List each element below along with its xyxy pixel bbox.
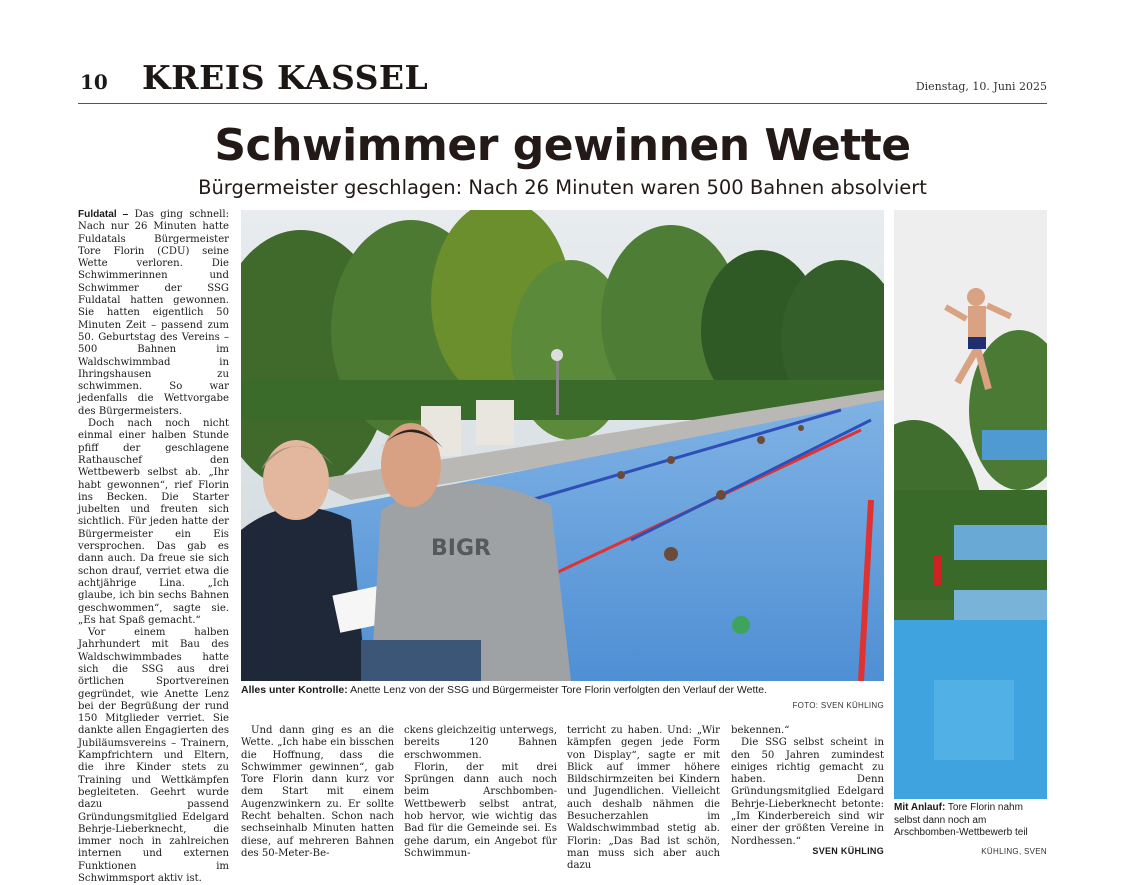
caption-lead: Mit Anlauf: — [894, 802, 946, 813]
issue-date: Dienstag, 10. Juni 2025 — [915, 80, 1047, 93]
main-photo-credit: FOTO: SVEN KÜHLING — [792, 701, 884, 710]
article-subheadline: Bürgermeister geschlagen: Nach 26 Minuten waren 500 Bahnen absolviert — [198, 176, 927, 199]
article-column-4 — [567, 725, 720, 873]
side-photo — [894, 210, 1047, 799]
header-rule — [78, 103, 1047, 104]
main-photo — [241, 210, 884, 681]
main-photo-caption: Alles unter Kontrolle: Anette Lenz von der SSG und Bürgermeister Tore Florin verfolgten den Verlauf der Wette. — [241, 684, 768, 696]
dateline: Fuldatal – — [78, 209, 129, 220]
article-column-3 — [404, 725, 557, 860]
paragraph: Fuldatal – Das ging schnell: Nach nur 26 Minuten hatte Fuldatals Bürgermeister Tore Florin (CDU) seine Wette verloren. Die Schwimmerinnen und Schwimmer der SSG Fuldatal hatten gewonnen. Sie hatten eigentlich 50 Minuten Zeit – passend zum 50. Geburtstag des Vereins – 500 Bahnen im Waldschwimmbad in Ihringshausen zu schwimmen. So war jedenfalls die Wettvorgabe des Bürgermeisters. — [78, 209, 229, 417]
caption-lead: Alles unter Kontrolle: — [241, 684, 348, 696]
paragraph: Vor einem halben Jahrhundert mit Bau des Waldschwimmbades hatte sich die SSG aus drei örtlichen Sportvereinen gegründet, wie Anette Lenz bei der Begrüßung der rund 150 Mitglieder verriet. Sie dankte allen Engagierten des Jubiläumsvereins – Trainern, Kampfrichtern und Eltern, die ihre Kinder stets zu Training und Wettkämpfen begleiteten. Geehrt wurde dazu passend Gründungsmitglied Edelgard Behrje-Lieberknecht, die immer noch in zahlreichen internen und externen Funktionen im Schwimmsport aktiv ist. — [78, 627, 229, 885]
page-number: 10 — [80, 70, 108, 94]
article-column-2 — [241, 725, 394, 860]
paragraph: bekennen.“ — [731, 725, 790, 736]
paragraph: Die SSG selbst scheint in den 50 Jahren zumindest einiges richtig gemacht zu haben. Denn Gründungsmitglied Edelgard Behrje-Lieberknecht betonte: „Im Kinderbereich sind wir einer der größten Vereine in Nordhessen.“ — [731, 737, 884, 847]
article-headline: Schwimmer gewinnen Wette — [214, 120, 911, 171]
paragraph: Doch nach noch nicht einmal einer halben Stunde pfiff der geschlagene Rathauschef den Wettbewerb selbst ab. „Ihr habt gewonnen“, rief Florin ins Becken. Die Starter jubelten und freuten sich sichtlich. Für jeden hatte der Bürgermeister ein Eis versprochen. Das gab es dann auch. Da freue sie sich schon drauf, verriet etwa die achtjährige Lina. „Ich glaube, ich bin sechs Bahnen geschwommen“, sagte sie. „Es hat Spaß gemacht.“ — [78, 418, 229, 626]
paragraph: Florin, der mit drei Sprüngen dann auch noch beim Arschbomben-Wettbewerb selbst antrat, hob hervor, wie wichtig das Bad für die Gemeinde sei. Es gehe darum, ein Angebot für Schwimmun- — [404, 761, 557, 859]
article-column-5 — [731, 725, 884, 848]
diving-scene-illustration — [894, 210, 1047, 799]
shirt-print: BIGR — [431, 536, 491, 561]
pool-scene-illustration — [241, 210, 884, 681]
paragraph: ckens gleichzeitig unterwegs, bereits 120 Bahnen erschwommen. — [404, 725, 557, 761]
side-photo-caption: Mit Anlauf: Tore Florin nahm selbst dann noch am Arschbomben-Wettbewerb teil — [894, 802, 1028, 838]
section-title: KREIS KASSEL — [142, 58, 429, 97]
article-author: SVEN KÜHLING — [812, 846, 884, 856]
paragraph: terricht zu haben. Und: „Wir kämpfen gegen jede Form von Display“, sagte er mit Blick auf immer höhere Bildschirmzeiten bei Kindern und Jugendlichen. Vielleicht auch deshalb nähmen die Besucherzahlen im Waldschwimmbad stetig ab. Florin: „Das Bad ist schön, man muss sich aber auch dazu — [567, 725, 720, 872]
article-column-1 — [78, 209, 229, 885]
paragraph: Und dann ging es an die Wette. „Ich habe ein bisschen die Hoffnung, dass die Schwimmer gewinnen“, gab Tore Florin dann kurz vor dem Start mit einem Augenzwinkern zu. Er sollte Recht behalten. Schon nach sechseinhalb Minuten hatten diese, auf mehreren Bahnen des 50-Meter-Be- — [241, 725, 394, 859]
side-photo-credit: KÜHLING, SVEN — [981, 847, 1047, 856]
